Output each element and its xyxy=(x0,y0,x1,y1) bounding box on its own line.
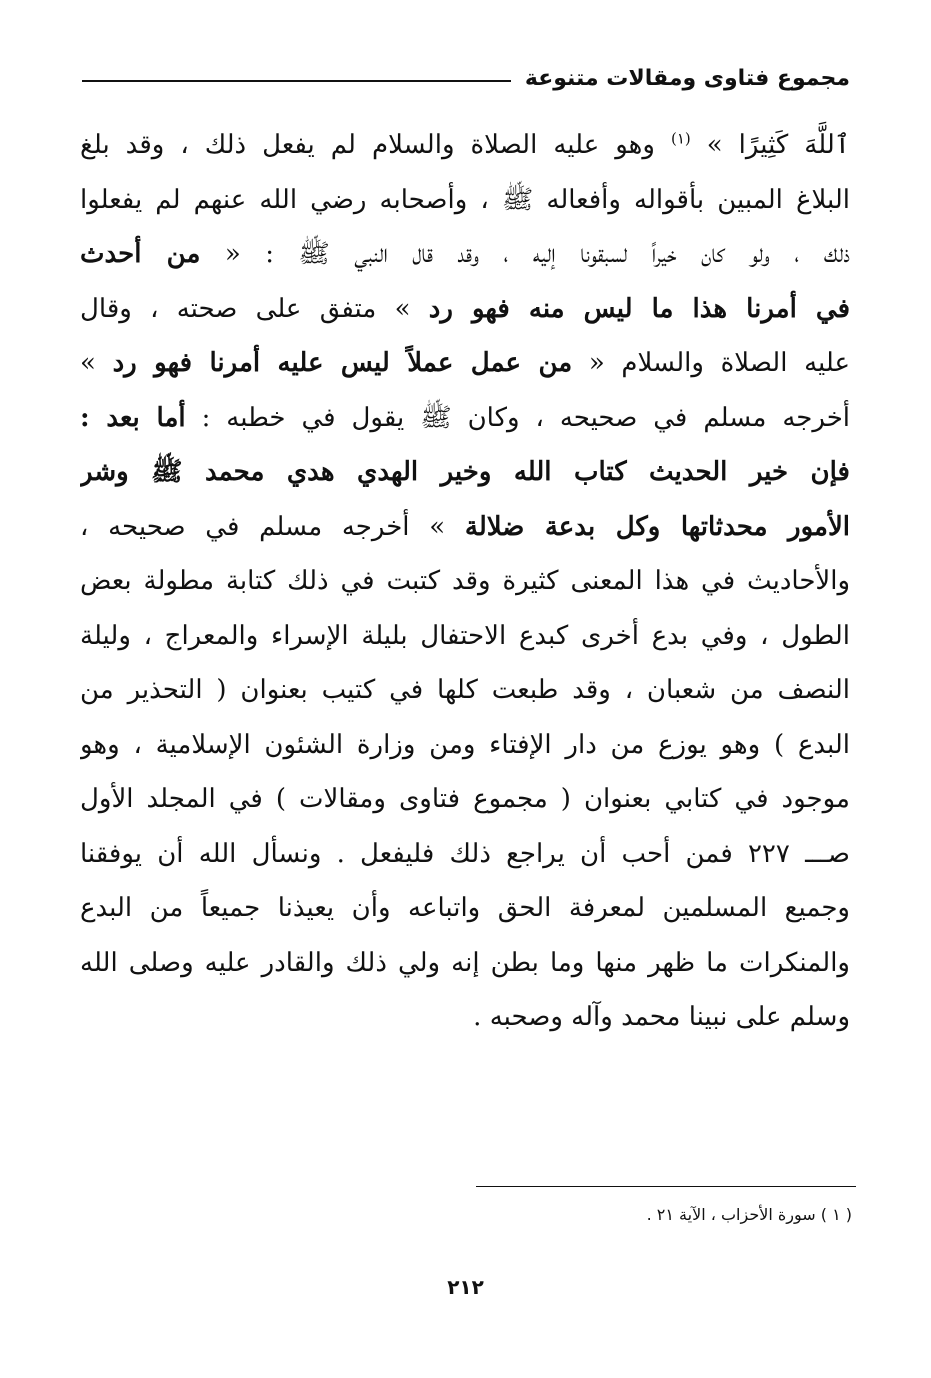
text-line xyxy=(80,500,850,555)
text-line: والأحاديث في هذا المعنى كثيرة وقد كتبت في ذلك كتابة مطولة بعض xyxy=(80,566,850,596)
text-segment: عليه الصلاة والسلام « xyxy=(572,348,850,378)
footnote: ( ١ ) سورة الأحزاب ، الآية ٢١ . xyxy=(646,1205,852,1224)
text-line xyxy=(80,336,850,391)
text-line: النصف من شعبان ، وقد طبعت كلها في كتيب بعنوان ( التحذير من xyxy=(80,675,850,705)
text-segment: » أخرجه مسلم في صحيحه ، xyxy=(80,511,465,542)
text-line: موجود في كتابي بعنوان ( مجموع فتاوى ومقالات ) في المجلد الأول xyxy=(80,784,850,814)
footnote-reference: (١) xyxy=(670,129,691,148)
quran-quote-end: ٱللَّهَ كَثِيرًا » xyxy=(690,130,850,160)
hadith-quote: في أمرنا هذا ما ليس منه فهو رد xyxy=(428,293,850,324)
text-line: البدع ) وهو يوزع من دار الإفتاء ومن وزارة الشئون الإسلامية ، وهو xyxy=(80,729,850,760)
text-line xyxy=(80,227,850,282)
text-line: والمنكرات ما ظهر منها وما بطن إنه ولي ذلك والقادر عليه وصلى الله xyxy=(80,947,850,978)
text-line xyxy=(80,118,850,173)
text-line xyxy=(80,391,850,446)
page-number: ٢١٢ xyxy=(447,1275,484,1299)
text-line xyxy=(80,282,850,337)
text-line: وجميع المسلمين لمعرفة الحق واتباعه وأن يعيذنا جميعاً من البدع xyxy=(80,893,850,923)
running-header xyxy=(82,58,850,98)
text-line: صـــ ٢٢٧ فمن أحب أن يراجع ذلك فليفعل . ونسأل الله أن يوفقنا xyxy=(80,838,850,869)
body-text xyxy=(80,118,850,1045)
footnote-rule xyxy=(476,1186,856,1187)
hadith-quote: من عمل عملاً ليس عليه أمرنا فهو رد xyxy=(112,348,573,378)
text-line: البلاغ المبين بأقواله وأفعاله ﷺ ، وأصحابه رضي الله عنهم لم يفعلوا xyxy=(80,184,850,215)
hadith-quote: الأمور محدثاتها وكل بدعة ضلالة xyxy=(464,511,850,542)
text-segment: ذلك ، ولو كان خيراً لسبقونا إليه ، وقد قال النبي ﷺ : « xyxy=(200,239,850,269)
text-segment: » xyxy=(80,348,113,378)
hadith-quote-line: فإن خير الحديث كتاب الله وخير الهدي هدي محمد ﷺ وشر xyxy=(80,457,850,487)
header-rule xyxy=(82,80,511,82)
text-segment: » متفق على صحته ، وقال xyxy=(80,293,429,324)
text-segment: وهو عليه الصلاة والسلام لم يفعل ذلك ، وقد بلغ xyxy=(80,130,671,160)
running-header-title: مجموع فتاوى ومقالات متنوعة xyxy=(524,65,850,91)
hadith-quote: أما بعد : xyxy=(80,402,186,433)
text-line: وسلم على نبينا محمد وآله وصحبه . xyxy=(473,1002,850,1032)
text-line: الطول ، وفي بدع أخرى كبدع الاحتفال بليلة الإسراء والمعراج ، وليلة xyxy=(80,620,850,651)
hadith-quote: من أحدث xyxy=(80,239,201,269)
text-segment: أخرجه مسلم في صحيحه ، وكان ﷺ يقول في خطبه : xyxy=(185,402,850,433)
